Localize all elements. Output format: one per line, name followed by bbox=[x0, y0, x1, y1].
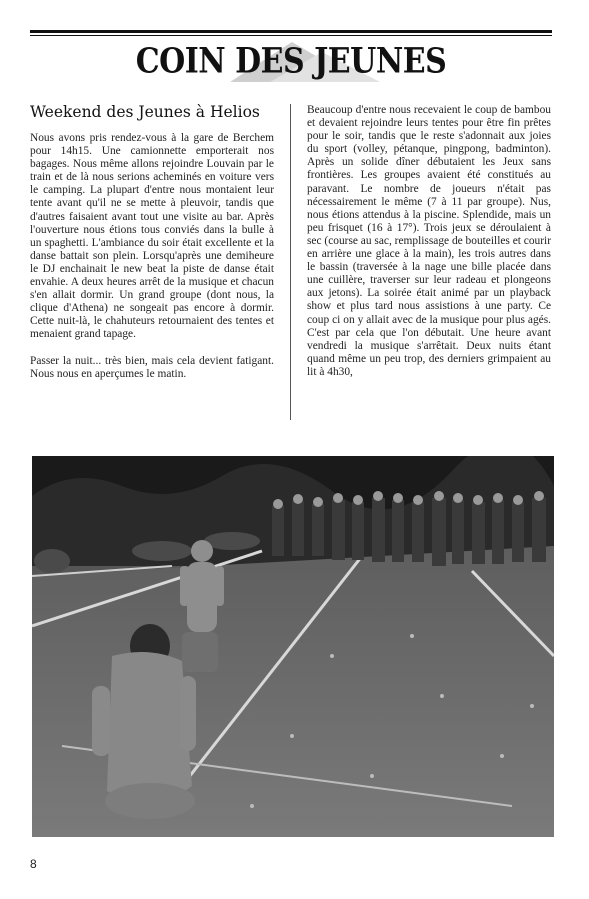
article-title: Weekend des Jeunes à Helios bbox=[30, 103, 260, 121]
paragraph: Nous avons pris rendez-vous à la gare de Berchem pour 14h15. Une camionnette emporterait nos bagages. Nous même allons rejoindre Louvain par le train et de là nous serions acheminés en voiture vers le camping. La plupart d'entre nous montaient leur tente avant qu'il ne se mette à pleuvoir, tandis que d'autres faisaient avant tout une visite au bar. Après l'ouverture nous étions tous conviés dans la bulle à un spaghetti. L'ambiance du soir était excellente et la danse battait son plein. Lorsqu'après une demiheure le DJ enchainait le new beat la piste de danse était envahie. A deux heures arrêt de la musique et chacun s'en allait dormir. Un grand groupe (dont nous, la clique d'Athena) ne songeait pas encore à dormir. Cette nuit-là, le chahuteurs retournaient des tentes et menaient grand tapage. bbox=[30, 132, 274, 341]
page-number: 8 bbox=[30, 857, 37, 871]
sack-race-photo bbox=[32, 456, 554, 837]
top-rule bbox=[30, 30, 552, 33]
article-column-right bbox=[307, 104, 551, 392]
masthead-title: COIN DES JEUNES bbox=[135, 41, 447, 82]
column-divider bbox=[290, 104, 291, 420]
top-rule-thin bbox=[30, 35, 552, 36]
paragraph: Beaucoup d'entre nous recevaient le coup de bambou et devaient rejoindre leurs tentes pour être fin prêtes pour le soir, tandis que le reste s'adonnait aux joies du sport (volley, pétanque, pingpong, badminton). Après un solide dîner débutaient les Jeux sans frontières. Les groupes avaient été constitués au paravant. Le nombre de joueurs n'était pas nécessairement le même (7 à 11 par groupe). Nus, nous étions attendus à la piscine. Splendide, mais un peu frisquet (16 à 17°). Trois jeux se déroulaient à sec (course au sac, remplissage de bouteilles et courir en arrière une glace à la main), les trois autres dans le bassin (traversée à la nage une bille placée dans une cuillère, traverser sur leur radeau et plongeons aux jetons). La soirée était animé par un playback show et plus tard nous assistions à une party. Ce coup ci on y allait avec de la musique pour plus agés. C'est par cela que l'on débutait. Une heure avant vendredi la musique s'arrêtait. Deux nuits étant quand même un peu trop, des derniers grimpaient au lit à 4h30, bbox=[307, 104, 551, 378]
article-column-left bbox=[30, 132, 274, 394]
masthead bbox=[30, 38, 552, 86]
paragraph: Passer la nuit... très bien, mais cela devient fatigant. Nous nous en aperçumes le matin. bbox=[30, 354, 274, 380]
photo-illustration bbox=[32, 456, 554, 837]
